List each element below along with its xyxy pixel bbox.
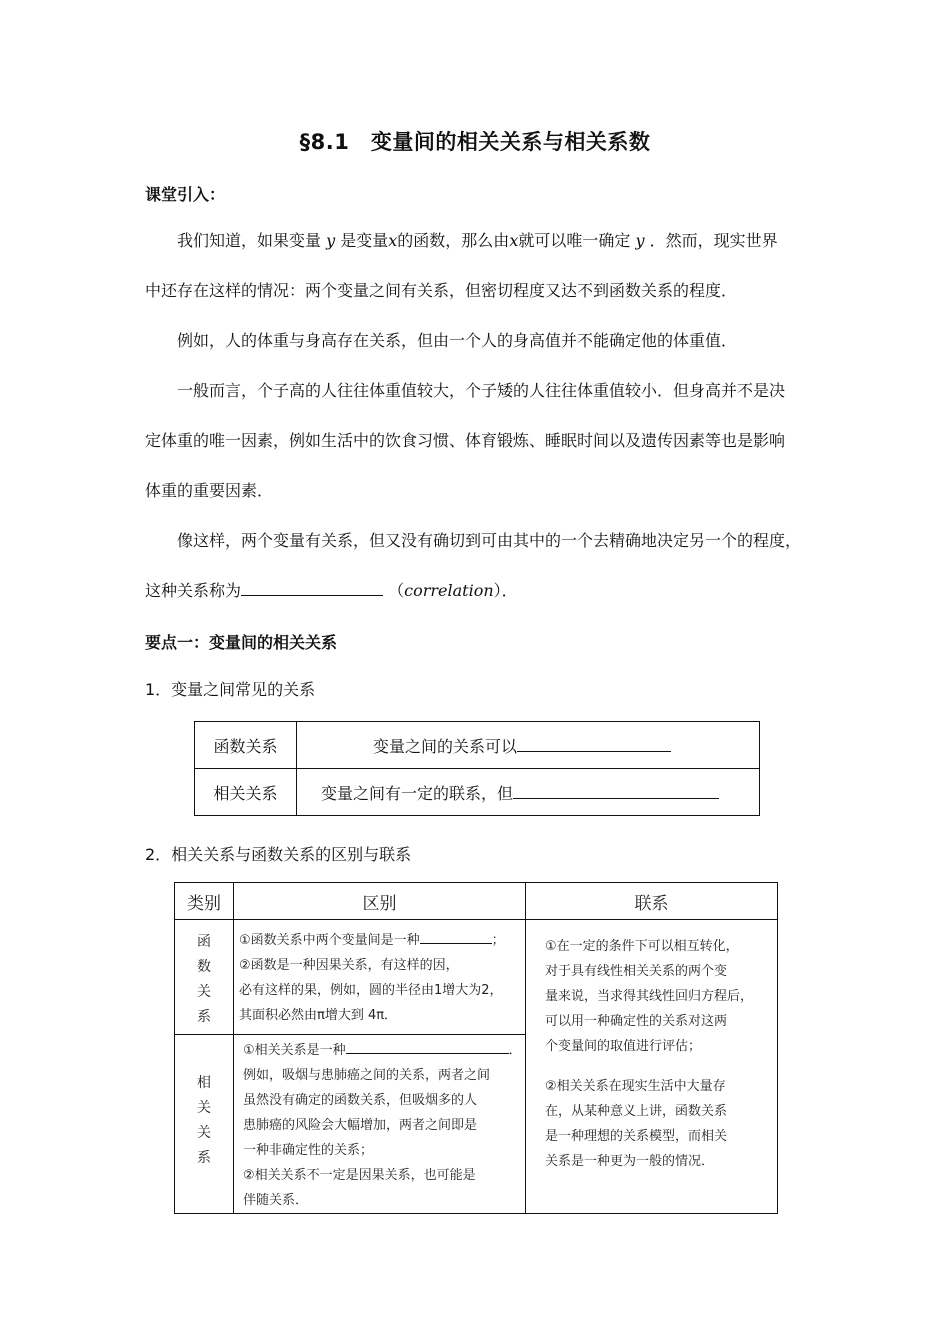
section1-heading: 要点一：变量间的相关关系 <box>145 633 338 652</box>
intro-paragraph-4-line-2: 这种关系称为 （correlation）． <box>145 581 518 600</box>
table-cell-label: 相关关系 <box>195 769 297 816</box>
intro-paragraph-3-line-1: 一般而言，个子高的人往往体重值较大，个子矮的人往往体重值较小．但身高并不是决 <box>177 381 786 400</box>
fill-blank <box>513 784 719 799</box>
table-cell-text: 变量之间有一定的联系，但 <box>297 769 760 816</box>
header-difference: 区别 <box>234 883 526 920</box>
category-correlation: 相 关 关 系 <box>175 1035 234 1214</box>
table-header-row <box>175 883 778 920</box>
connection-cell: ①在一定的条件下可以相互转化， 对于具有线性相关关系的两个变 量来说，当求得其线性回归方程后， 可以用一种确定性的关系对这两 个变量间的取值进行评估； ②相关关系在现实生活中大量存 在，从某种意义上讲，函数关系 是一种理想的关系模型，而相关 关系是一种更为一般的情况． <box>526 920 778 1214</box>
intro-paragraph-3-line-2: 定体重的唯一因素，例如生活中的饮食习惯、体育锻炼、睡眠时间以及遗传因素等也是影响 <box>145 431 786 450</box>
difference-correlation: ①相关关系是一种 ． 例如，吸烟与患肺癌之间的关系，两者之间 虽然没有确定的函数关系，但吸烟多的人 患肺癌的风险会大幅增加，两者之间即是 一种非确定性的关系； ②相关关系不一定是因果关系，也可能是 伴随关系． <box>234 1035 526 1214</box>
fill-blank <box>346 1041 509 1054</box>
intro-paragraph-3-line-3: 体重的重要因素． <box>145 481 274 500</box>
section1-item-2: 2．相关关系与函数关系的区别与联系 <box>145 845 412 864</box>
category-function: 函 数 关 系 <box>175 920 234 1035</box>
variable-x: x <box>388 231 398 250</box>
section1-item-1: 1．变量之间常见的关系 <box>145 680 316 699</box>
header-connection: 联系 <box>526 883 778 920</box>
page-title: §8.1 变量间的相关关系与相关系数 <box>299 130 651 154</box>
table-row <box>195 722 760 769</box>
comparison-table <box>174 882 778 1214</box>
fill-blank <box>420 931 492 944</box>
intro-paragraph-2: 例如，人的体重与身高存在关系，但由一个人的身高值并不能确定他的体重值． <box>177 331 738 350</box>
header-category: 类别 <box>175 883 234 920</box>
intro-paragraph-4-line-1: 像这样，两个变量有关系，但又没有确切到可由其中的一个去精确地决定另一个的程度， <box>177 531 802 550</box>
table-row <box>195 769 760 816</box>
difference-function: ①函数关系中两个变量间是一种 ； ②函数是一种因果关系，有这样的因， 必有这样的果，例如，圆的半径由1增大为2， 其面积必然由π增大到 4π． <box>234 920 526 1035</box>
fill-blank <box>517 737 671 752</box>
table-row-function <box>175 920 778 1035</box>
variable-y: y <box>326 231 336 250</box>
relation-types-table <box>194 721 760 816</box>
intro-paragraph-1-line-2: 中还存在这样的情况：两个变量之间有关系，但密切程度又达不到函数关系的程度． <box>145 281 738 300</box>
fill-blank <box>241 581 383 596</box>
correlation-term: correlation <box>404 581 494 600</box>
table-cell-text: 变量之间的关系可以 <box>297 722 760 769</box>
intro-paragraph-1-line-1: 我们知道，如果变量 y 是变量x的函数，那么由x就可以唯一确定 y ．然而，现实世界 <box>177 231 778 250</box>
table-cell-label: 函数关系 <box>195 722 297 769</box>
intro-heading: 课堂引入： <box>145 185 226 204</box>
